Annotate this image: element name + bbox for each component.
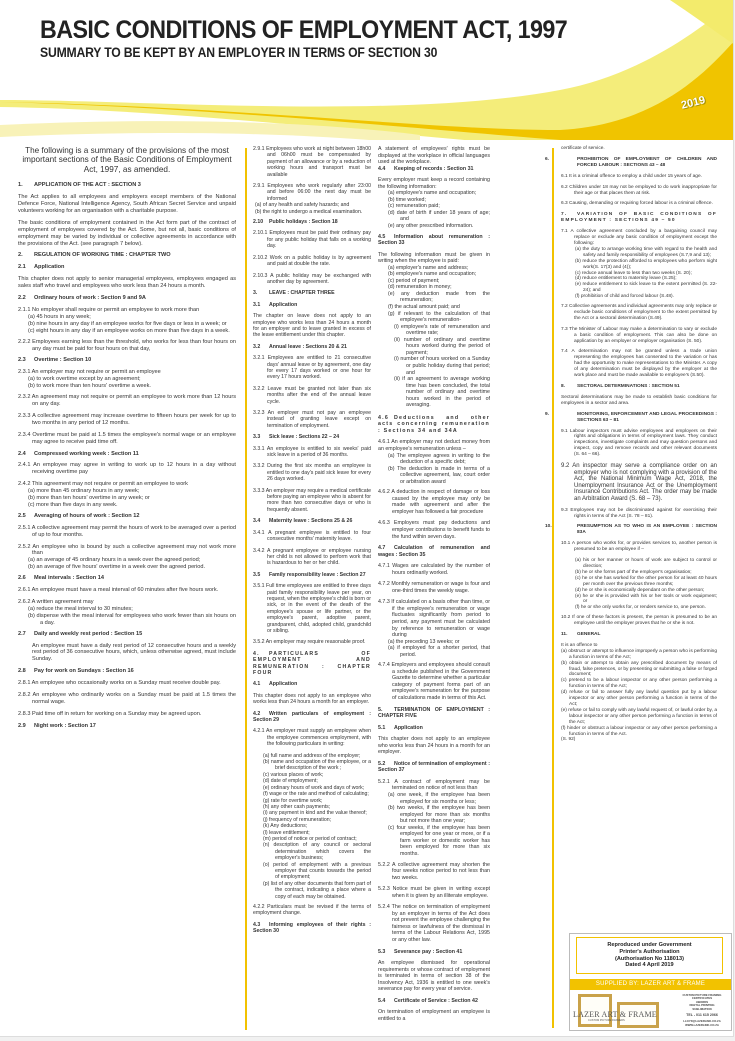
clause: 2.10.1 Employees must be paid their ordinary pay for any public holiday that falls on a working day. [253, 230, 371, 250]
intro-text: The following is a summary of the provisions of the most important sections of the Basic Conditions of Employment Act, 1997, as amended. [22, 146, 232, 174]
clause: 3.4.2 A pregnant employee or employee nursing her child is not allowed to perform work that is hazardous to her or her child. [253, 547, 371, 567]
list-item: (d) refuse or fail to answer fully any lawful question put by a labour inspector or any other person performing a function in terms of the Act; [561, 690, 717, 707]
list-item: (d) date of birth if under 18 years of age; and [388, 209, 490, 223]
list-item: (g) rate for overtime work; [263, 797, 323, 804]
clause: 2.5.1 A collective agreement may permit the hours of work to be averaged over a period of up to four months. [18, 524, 236, 538]
subsection-heading: 5.4 Certificate of Service : Section 42 [378, 997, 478, 1004]
subsection-heading: 4.2 Written particulars of employment : Section 29 [253, 710, 371, 724]
section-heading: 8. SECTORAL DETERMINATIONS : SECTION 51 [561, 384, 680, 389]
clause: 2.6.1 An employee must have a meal interval of 60 minutes after five hours work. [18, 587, 219, 594]
subsection-heading: 3.3 Sick leave : Sections 22 – 24 [253, 434, 340, 441]
paragraph: On termination of employment an employee is entitled to a [378, 1009, 490, 1022]
list-item: (b) dispense with the meal interval for employees who work fewer than six hours on a day. [28, 612, 236, 626]
clause: 2.8.2 An employee who ordinarily works on a Sunday must be paid at 1.5 times the normal wage. [18, 692, 236, 705]
supplied-by-bar: SUPPLIED BY: LAZER ART & FRAME [570, 979, 731, 990]
clause: 6.2 Children under 18 may not be employed to do work inappropriate for their age or that places them at risk. [561, 184, 717, 196]
clause: 2.2.2 Employees earning less than the threshold, who works for less than four hours on any day must be paid for four hours on that day, [18, 338, 236, 352]
list-item: (c) four weeks, if the employee has been employed for one year or more, or if a farm worker or domestic worker has been employed for more than six months. [388, 824, 490, 857]
clause: 3.3.3 An employer may require a medical certificate before paying an employee who is absent for more than two consecutive days or who is frequently absent. [253, 487, 371, 513]
list-item: (c) pretend to be a labour inspector or any other person performing a function in terms of the Act; [561, 678, 717, 690]
subsection-heading: 2.9 Night work : Section 17 [18, 722, 96, 729]
clause: 7.3 The Minister of Labour may make a determination to vary or exclude a basic condition of employment. This can also be done on application by an employer or employer organisation (S. 50). [561, 326, 717, 344]
paragraph: Every employer must keep a record containing the following information: [378, 177, 490, 190]
list-item: (b) name and occupation of the employee, or a brief description of the work ; [263, 759, 371, 772]
clause: 6.3 Causing, demanding or requiring forced labour is a criminal offence. [561, 201, 713, 207]
list-item: (b) to work more than ten hours' overtime a week. [28, 383, 151, 390]
list-item: (f) hinder or obstruct a labour inspector or any other person performing a function in terms of the Act. [561, 725, 717, 737]
clause: 7.4 A determination may not be granted unless a trade union representing the employees has consented to the variation or has had the opportunity to make representations to the Minister. A copy of any determination must be displayed by the employer at the work place and must be made available to employee's (S.50). [561, 349, 717, 379]
list-item: (a) of any health and safety hazards; and [255, 202, 350, 209]
column-divider [552, 148, 554, 1028]
section-heading: 5. TERMINATION OF EMPLOYMENT : CHAPTER FIVE [378, 706, 490, 720]
paragraph: An employee dismissed for operational requirements or whose contract of employment is terminated in terms of section 38 of the Insolvency Act, 1936 is entitled to one week's severance pay for every year of service. [378, 960, 490, 993]
list-item: (h) any other cash payments; [263, 803, 331, 810]
list-item: (e) reduce entitlement to sick leave to the extent permitted (S. 22-24); and [575, 282, 717, 294]
list-item: (f) he or she only works for, or renders service to, one person. [575, 605, 706, 611]
list-item: (a) obstruct or attempt to influence improperly a person who is performing a function in terms of the Act; [561, 648, 717, 660]
clause: 10.2 If one of these factors is present, the person is presumed to be an employee until the employer proves that he or she is not. [561, 615, 717, 627]
clause: 9.2 An inspector may serve a compliance order on an employer who is not complying with a provision of the Act, the National Minimum Wage Act, 2018, the Unemployment Insurance Act or the Unemployment Insurance Contributions Act. The order may be made an Arbitration Award (S. 68 – 73). [561, 463, 717, 503]
list-item: (a) the preceding 13 weeks; or [388, 638, 460, 645]
list-item: (e) any deduction made from the remuneration; [388, 290, 490, 304]
section-heading: 10. PRESUMPTION AS TO WHO IS AN EMPLOYEE : SECTION 83A [545, 524, 717, 536]
list-item: (a) 45 hours in any week; [28, 313, 91, 320]
list-item: (j) frequency of remuneration; [263, 816, 332, 823]
subsection-heading: 5.1 Application [378, 724, 423, 731]
paragraph: An employee must have a daily rest period of 12 consecutive hours and a weekly rest period of 36 consecutive hours, which, unless otherwise agreed, must include Sunday. [32, 642, 236, 663]
list-item: (d) he or she is economically dependant on the other person; [575, 587, 705, 593]
subsection-heading: 5.3 Severance pay : Section 41 [378, 948, 463, 955]
subsection-heading: 2.5 Averaging of hours of work : Section 12 [18, 512, 140, 519]
subsection-heading: 2.2 Ordinary hours of work : Section 9 and 9A [18, 295, 146, 302]
list-item: (a) if employed for a shorter period, that period. [388, 645, 490, 658]
list-item: (e) he or she is provided with his or her tools or work equipment; or [575, 593, 717, 605]
clause: 2.1.1 No employer shall require or permit an employee to work more than [18, 307, 200, 313]
clause: 5.2.1 A contract of employment may be terminated on notice of not less than [378, 778, 490, 792]
list-item: (a) to work overtime except by an agreement; [28, 376, 141, 383]
subsection-heading: 4.7 Calculation of remuneration and wages : Section 35 [378, 545, 490, 558]
clause: 2.3.3 A collective agreement may increase overtime to fifteen hours per week for up to two months in any period of 12 months. [18, 412, 236, 426]
clause: 3.2.1 Employees are entitled to 21 consecutive days' annual leave or by agreement, one day for every 17 days worked or one hour for every 17 hours worked. [253, 355, 371, 381]
subsection-heading: 3.4 Maternity leave : Sections 25 & 26 [253, 518, 353, 525]
page-title: BASIC CONDITIONS OF EMPLOYMENT ACT, 1997 [40, 16, 568, 44]
telephone: TEL - 011 615 2066 [686, 1013, 718, 1018]
clause: 3.5.2 An employer may require reasonable proof. [253, 639, 366, 646]
subsection-heading: 4.3 Informing employees of their rights : Section 30 [253, 921, 371, 935]
clause: 2.9.1 Employees who work regularly after 23:00 and before 06:00 the next day must be informed [253, 183, 371, 202]
section-heading: 9. MONITORING, ENFORCEMENT AND LEGAL PROCEEDINGS : SECTIONS 63 – 81 [545, 411, 717, 423]
clause: 4.7.4 Employers and employees should consult a schedule published in the Government Gazette to determine whether a particular category of payment forms part of an employee's remuneration for the purpose of calculations made in terms of this Act. [378, 662, 490, 702]
subsection-heading: 3.5 Family responsibility leave : Section 27 [253, 571, 366, 578]
subsection-heading: 4.6 Deductions and other acts concerning remuneration : Sections 34 and 34A [378, 414, 490, 434]
list-item: (g) if relevant to the calculation of that employee's remuneration- [388, 310, 490, 324]
clause: 4.2.1 An employer must supply an employee when the employee commences employment, with the following particulars in writing: [253, 728, 371, 748]
list-item: (a) The employee agrees in writing to the deduction of a specific debt; [388, 452, 490, 466]
subsection-heading: 4.1 Application [253, 681, 298, 688]
clause: 5.2.2 A collective agreement may shorten the four weeks notice period to not less than two weeks. [378, 861, 490, 881]
clause: 2.9.1 Employees who work at night between 18h00 and 06h00 must be compensated by payment of an allowance or by a reduction of working hours and transport must be available [253, 146, 371, 178]
clause: 6.1 It is a criminal offence to employ a child under 15 years of age. [561, 173, 702, 179]
list-item: (p) list of any other documents that form part of the contract, indicating a place where a copy of each may be obtained. [263, 880, 371, 900]
column-3 [378, 146, 490, 1027]
list-item: (e) ordinary hours of work and days of work; [263, 784, 365, 791]
paragraph: The Act applies to all employees and employers except members of the National Defence Force, National Intelligence Agency, South African Secret Service and unpaid volunteers working for an organisation with a charitable purpose. [18, 194, 236, 214]
clause: 10.1 A person who works for, or provides services to, another person is presumed to be an employee if – [561, 541, 717, 553]
subsection-heading: 2.7 Daily and weekly rest period : Section 15 [18, 630, 143, 637]
list-item: (a) full name and address of the employer; [263, 752, 361, 759]
list-item: (e) any other prescribed information. [388, 223, 474, 230]
list-item: (b) employee's name and occupation; [388, 271, 477, 278]
list-subitem: (i) employee's rate of remuneration and overtime rate; [394, 323, 490, 337]
list-item: (m) period of notice or period of contract; [263, 835, 357, 842]
list-item: (a) his or her manner or hours of work are subject to control or direction; [575, 558, 717, 569]
clause: 5.2.4 The notice on termination of employment by an employer in terms of the Act does not prevent the employee challenging the fairness or lawfulness of the dismissal in terms of the Labour Relations Act, 1995 or any other law. [378, 904, 490, 943]
subsection-heading: 5.2 Notice of termination of employment : Section 37 [378, 760, 490, 774]
clause: 2.8.3 Paid time off in return for working on a Sunday may be agreed upon. [18, 710, 202, 717]
clause: 2.3.4 Overtime must be paid at 1.5 times the employee's normal wage or an employee may agree to receive paid time off. [18, 431, 236, 445]
paragraph: The following information must be given in writing when the employee is paid: [378, 251, 490, 265]
subsection-heading: 3.1 Application [253, 301, 298, 308]
list-item: (S. 92) [561, 737, 576, 743]
clause: 2.10.2 Work on a public holiday is by agreement and paid at double the rate. [253, 254, 371, 268]
list-item: (k) Any deductions; [263, 823, 308, 830]
list-item: (b) more than ten hours' overtime in any week; or [28, 495, 150, 502]
list-item: (b) time worked; [388, 196, 426, 203]
list-subitem: (i) number of hours worked on a Sunday or public holiday during that period; and [394, 356, 490, 376]
subsection-heading: 2.4 Compressed working week : Section 11 [18, 450, 139, 457]
page-subtitle: SUMMARY TO BE KEPT BY AN EMPLOYER IN TERMS OF SECTION 30 [40, 45, 438, 60]
list-item: (a) an average of 45 ordinary hours in a week over the agreed period; [28, 557, 201, 564]
clause: 5.2.3 Notice must be given in writing except when it is given by an illiterate employee. [378, 886, 490, 899]
printer-authorisation: Reproduced under Government Printer's Authorisation (Authorisation No 118013) Dated 4 April 2019 [576, 937, 723, 974]
clause: 4.2.2 Particulars must be revised if the terms of employment change. [253, 904, 371, 917]
list-item: (d) reduce entitlement to maternity leave (S.25); [575, 276, 677, 282]
list-item: (b) obtain or attempt to obtain any prescribed document by means of fraud, false pretences, or by presenting or submitting a false or forged document; [561, 660, 717, 678]
list-item: (c) various places of work; [263, 771, 324, 778]
section-heading: 3. LEAVE : CHAPTER THREE [253, 290, 335, 297]
clause: 4.7.3 If calculated on a basis other than time, or if the employee's remuneration or wage fluctuates significantly from period to period, any payment must be calculated by reference to remuneration or wage during [378, 599, 490, 639]
subsection-heading: 4.5 Information about remuneration : Section 33 [378, 233, 490, 247]
list-item: (b) two weeks, if the employee has been employed for more than six months but not more than one year; [388, 805, 490, 825]
section-heading: 11. GENERAL [561, 632, 601, 638]
list-item: (d) remuneration in money; [388, 284, 452, 291]
column-divider [245, 148, 247, 1030]
list-item: (b) an average of five hours' overtime in a week over the agreed period. [28, 564, 206, 571]
list-item: (c) more than five days in any week. [28, 501, 118, 508]
list-item: (a) employee's name and occupation; [388, 190, 477, 197]
list-item: (n) description of any council or sectoral determination which covers the employer's business; [263, 842, 371, 862]
list-item: (a) more than 45 ordinary hours in any week; [28, 488, 140, 495]
email-link[interactable]: LLOYD@LAZERLINK.CO.ZA [683, 1019, 721, 1024]
clause: 4.6.3 Employers must pay deductions and employer contributions to benefit funds to the fund within seven days. [378, 520, 490, 540]
list-item: (f) prohibition of child and forced labour (S.48). [575, 294, 674, 300]
list-item: (c) he or she has worked for the other person for at least 40 hours per month over the previous three months; [575, 575, 717, 587]
subsection-heading: 2.6 Meal intervals : Section 14 [18, 575, 104, 582]
list-item: (b) nine hours in any day if an employee works for five days or less in a week; or [28, 320, 227, 327]
list-item: (a) the duty to arrange working time with regard to the health and safety and family responsibility of employees (S.7,9 and 13); [575, 246, 717, 258]
column-1 [18, 146, 236, 735]
subsection-heading: 3.2 Annual leave : Sections 20 & 21 [253, 343, 347, 350]
paragraph: The basic conditions of employment contained in the Act form part of the contract of employment of employees covered by the Act. Some, but not all, basic conditions of employment may be varied by individual or collective agreements in accordance with the provisions of the Act. (see paragraph 7 below). [18, 219, 236, 247]
list-item: (b) he or she forms part of the employer's organisation; [575, 569, 692, 575]
paragraph: A statement of employees' rights must be displayed at the workplace in official languages used at the workplace. [378, 146, 490, 166]
clause: 2.3.2 An agreement may not require or permit an employee to work more than 12 hours on any day. [18, 394, 236, 407]
paragraph: Sectoral determinations may be made to establish basic conditions for employees in a sector and area. [561, 394, 717, 406]
list-subitem: (ii) if an agreement to average working time has been concluded, the total number of ordinary and overtime hours worked in the period of averaging. [394, 376, 490, 409]
company-contact: CUSTOM PICTURE FRAMING CERTIFICATES AWARDS DIGITAL PRINTING SUBLIMATION TEL - 011 615 2066 LLOYD@LAZERLINK.CO.ZA WWW.LAZERLINK.CO.ZA [674, 994, 730, 1027]
clause: 2.3.1 An employer may not require or permit an employee [18, 369, 161, 376]
subsection-heading: 2.3 Overtime : Section 10 [18, 357, 92, 364]
list-item: (d) date of employment; [263, 778, 318, 785]
clause: 2.4.1 An employee may agree in writing to work up to 12 hours in a day without receiving overtime pay [18, 462, 236, 476]
subsection-heading: 4.4 Keeping of records : Section 31 [378, 165, 474, 172]
clause: 3.5.1 Full time employees are entitled to three days paid family responsibility leave per year, on request, when the employee's child is born or sick, or in the event of the death of the employee's spouse or life partner, or the employee's parent, adoptive parent, grandparent, child, adopted child, grandchild or sibling. [253, 583, 371, 634]
paragraph: This chapter does not apply to an employee who works less than 24 hours a month for an employer. [253, 692, 371, 706]
list-item: (o) period of employment with a previous employer that counts towards the period of employment; [263, 861, 371, 881]
clause: 3.4.1 A pregnant employee is entitled to four consecutive months' maternity leave. [253, 529, 371, 543]
list-item: (a) employer's name and address; [388, 264, 469, 271]
clause: 3.3.2 During the first six months an employee is entitled to one day's paid sick leave for every 26 days worked. [253, 463, 371, 483]
authorisation-box [569, 933, 732, 1031]
section-heading: 4. PARTICULARS OF EMPLOYMENT AND REMUNERATION : CHAPTER FOUR [253, 650, 371, 676]
clause: 7.2 Collective agreements and individual agreements may only replace or exclude basic conditions of employment to the extent permitted by the Act or a sectoral determination (S.49). [561, 304, 717, 321]
list-item: (b) the right to undergo a medical examination. [255, 208, 363, 215]
year-badge: 2019 [679, 94, 707, 112]
clause: 2.5.2 An employee who is bound by such a collective agreement may not work more than [18, 543, 236, 557]
clause: 2.4.2 This agreement may not require or permit an employee to work [18, 481, 188, 488]
list-item: (c) reduce annual leave to less than two weeks (S. 20); [575, 270, 692, 276]
clause: 7.1 A collective agreement concluded by a bargaining council may replace or exclude any basic condition of employment except the following: [561, 229, 717, 246]
company-logo: LAZER ART & FRAME [573, 1010, 657, 1019]
list-item: (i) any payment in kind and the value thereof; [263, 810, 367, 817]
list-item: (f) wage or the rate and method of calculating; [263, 791, 369, 798]
clause: 3.2.3 An employer must not pay an employee instead of granting leave except on termination of employment. [253, 410, 371, 429]
subsection-heading: 2.1 Application [18, 264, 65, 271]
clause: 2.10.3 A public holiday may be exchanged with another day by agreement. [253, 272, 371, 285]
clause: 9.1 Labour inspectors must advise employees and employers on their rights and obligations in terms of employment laws. They conduct inspections, investigate complaints and may question persons and inspect, copy and remove records and other relevant documents (S. 64 – 66). [561, 428, 717, 458]
list-item: (a) one week, if the employee has been employed for six months or less; [388, 792, 490, 805]
list-item: (c) period of payment; [388, 277, 440, 284]
subsection-heading: 2.8 Pay for work on Sundays : Section 16 [18, 668, 134, 675]
list-item: (f) the actual amount paid; and [388, 304, 460, 311]
section-heading: 2. REGULATION OF WORKING TIME : CHAPTER TWO [18, 252, 171, 259]
paragraph: This chapter does not apply to senior managerial employees, employees engaged as sales staff who travel and employees who work less than 24 hours a month. [18, 276, 236, 290]
paragraph: It is an offence to [561, 642, 598, 648]
list-item: (e) refuse or fail to comply with any lawful request of, or lawful order by, a labour inspector or any other person performing a function in terms of the Act; [561, 707, 717, 725]
clause: 4.6.2 A deduction in respect of damage or loss caused by the employee may only be made with agreement and after the employer has followed a fair procedure [378, 489, 490, 515]
clause: 4.6.1 An employer may not deduct money from an employee's remuneration unless – [378, 439, 490, 452]
clause: 9.3 Employees may not be discriminated against for exercising their rights in terms of the Act (S. 78 – 81). [561, 507, 717, 519]
list-item: (b) reduce the protection afforded to employees who perform night work(S. 17(3) and (4)); [575, 258, 717, 270]
clause: 3.3.1 An employee is entitled to six weeks' paid sick leave in a period of 36 months. [253, 445, 371, 459]
section-heading: 7. VARIATION OF BASIC CONDITIONS OF EMPLOYMENT : SECTIONS 49 – 50 [561, 212, 717, 224]
company-tagline: CUSTOM PICTURE FRAMERS [588, 1019, 625, 1022]
clause: 2.6.2 A written agreement may [18, 599, 94, 605]
list-item: (l) leave entitlement; [263, 829, 310, 836]
list-item: (c) eight hours in any day if an employee works on more than five days in a week. [28, 327, 230, 334]
subsection-heading: 2.10 Public holidays : Section 18 [253, 219, 338, 226]
list-subitem: (ii) number of ordinary and overtime hours worked during the period of payment; [394, 336, 490, 356]
list-item: (b) The deduction is made in terms of a collective agreement, law, court order or arbitration award [388, 465, 490, 485]
paragraph: certificate of service. [561, 146, 605, 151]
paragraph: This chapter does not apply to an employee who works less than 24 hours in a month for an employer. [378, 736, 490, 756]
list-item: (c) remuneration paid; [388, 203, 440, 210]
paragraph: The chapter on leave does not apply to an employee who works less than 24 hours a month for an employer and to leave granted in excess of the leave entitlement under this chapter. [253, 313, 371, 339]
list-item: (a) reduce the meal interval to 30 minutes; [28, 605, 133, 612]
column-2 [253, 146, 371, 940]
clause: 2.8.1 An employee who occasionally works on a Sunday must receive double pay. [18, 680, 221, 687]
website-link[interactable]: WWW.LAZERLINK.CO.ZA [685, 1022, 719, 1027]
column-4 [545, 146, 717, 743]
section-heading: 1. APPLICATION OF THE ACT : SECTION 3 [18, 182, 141, 189]
section-heading: 6. PROHIBITION OF EMPLOYMENT OF CHILDREN AND FORCED LABOUR : SECTIONS 43 – 48 [545, 156, 717, 168]
clause: 3.2.2 Leave must be granted not later than six months after the end of the annual leave cycle. [253, 385, 371, 405]
clause: 4.7.1 Wages are calculated by the number of hours ordinarily worked. [378, 563, 490, 576]
clause: 4.7.2 Monthly remuneration or wage is four and one-third times the weekly wage. [378, 581, 490, 594]
